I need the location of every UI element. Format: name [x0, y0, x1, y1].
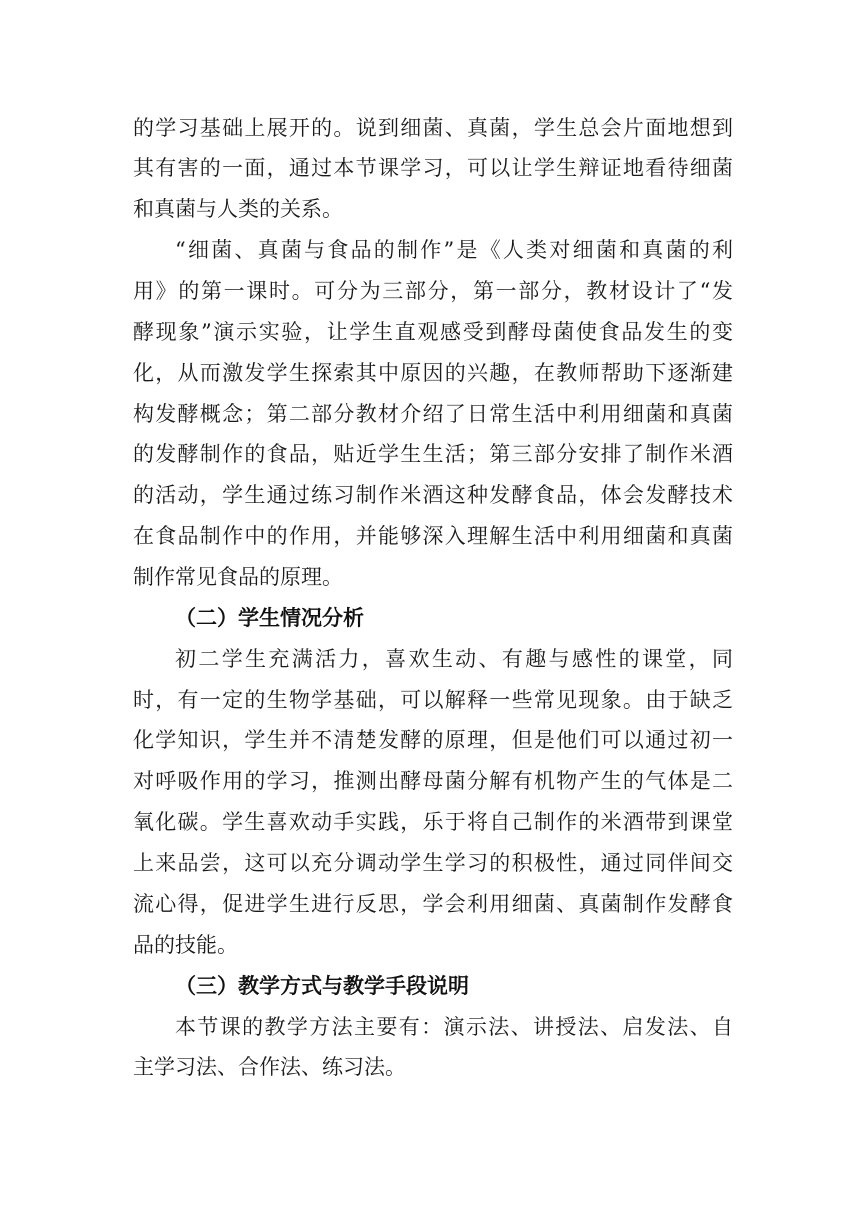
paragraph-2-line-8: 在食品制作中的作用，并能够深入理解生活中利用细菌和真菌: [133, 524, 733, 548]
paragraph-2-line-9: 制作常见食品的原理。: [133, 565, 343, 589]
paragraph-3-line-7: 流心得，促进学生进行反思，学会利用细菌、真菌制作发酵食: [133, 892, 733, 916]
paragraph-3-line-2: 时，有一定的生物学基础，可以解释一些常见现象。由于缺乏: [133, 688, 733, 712]
paragraph-3-line-6: 上来品尝，这可以充分调动学生学习的积极性，通过同伴间交: [133, 851, 733, 875]
paragraph-1-line-1: 的学习基础上展开的。说到细菌、真菌，学生总会片面地想到: [133, 116, 733, 140]
paragraph-3-line-1: 初二学生充满活力，喜欢生动、有趣与感性的课堂，同: [175, 647, 733, 671]
paragraph-3-line-5: 氧化碳。学生喜欢动手实践，乐于将自己制作的米酒带到课堂: [133, 810, 733, 834]
paragraph-3-line-4: 对呼吸作用的学习，推测出酵母菌分解有机物产生的气体是二: [133, 769, 733, 793]
section-heading-student-analysis: （二）学生情况分析: [175, 606, 364, 630]
paragraph-2-line-1: “细菌、真菌与食品的制作”是《人类对细菌和真菌的利: [175, 238, 733, 262]
paragraph-4-line-1: 本节课的教学方法主要有：演示法、讲授法、启发法、自: [175, 1015, 733, 1039]
paragraph-2-line-5: 构发酵概念；第二部分教材介绍了日常生活中利用细菌和真菌: [133, 402, 733, 426]
paragraph-3-line-8: 品的技能。: [133, 933, 238, 957]
paragraph-2-line-7: 的活动，学生通过练习制作米酒这种发酵食品，体会发酵技术: [133, 483, 733, 507]
paragraph-2-line-2: 用》的第一课时。可分为三部分，第一部分，教材设计了“发: [133, 279, 733, 303]
paragraph-1-line-2: 其有害的一面，通过本节课学习，可以让学生辩证地看待细菌: [133, 156, 733, 180]
paragraph-2-line-6: 的发酵制作的食品，贴近学生生活；第三部分安排了制作米酒: [133, 442, 733, 466]
paragraph-3-line-3: 化学知识，学生并不清楚发酵的原理，但是他们可以通过初一: [133, 728, 733, 752]
paragraph-2-line-4: 化，从而激发学生探索其中原因的兴趣，在教师帮助下逐渐建: [133, 361, 733, 385]
paragraph-1-line-3: 和真菌与人类的关系。: [133, 197, 343, 221]
section-heading-teaching-methods: （三）教学方式与教学手段说明: [175, 974, 469, 998]
paragraph-2-line-3: 酵现象”演示实验，让学生直观感受到酵母菌使食品发生的变: [133, 320, 733, 344]
paragraph-4-line-2: 主学习法、合作法、练习法。: [133, 1055, 406, 1079]
